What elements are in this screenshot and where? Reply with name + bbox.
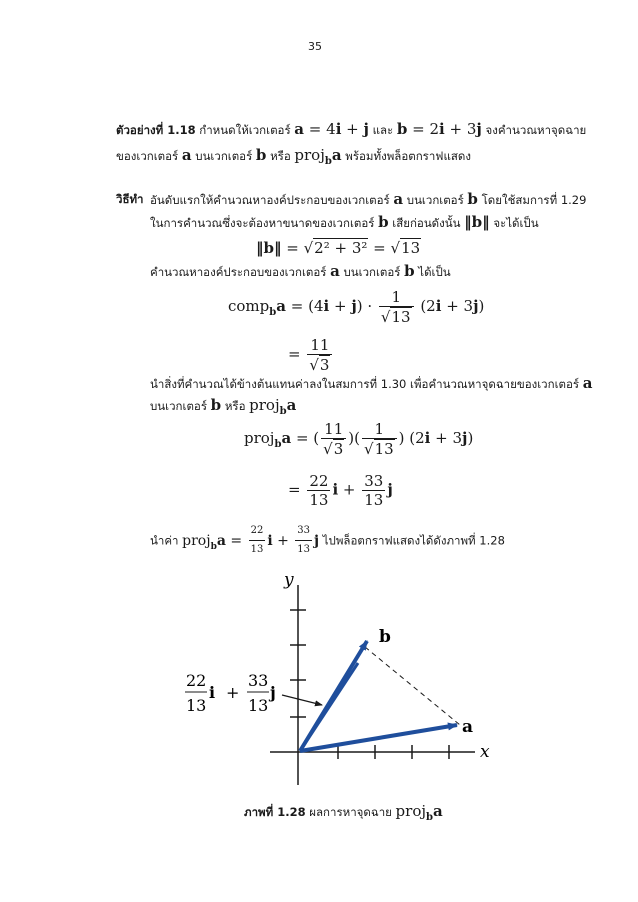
example-line-2: ของเวกเตอร์ a บนเวกเตอร์ b หรือ proj$_b$a พร้อมทั้งพล็อตกราฟแสดง [116, 146, 471, 167]
projection-figure [170, 565, 500, 790]
b-label: b [379, 627, 391, 647]
vector-b-equation: b = 2i + 3j [396, 120, 482, 138]
page-number: 35 [308, 40, 322, 53]
svg-text:i: i [209, 683, 216, 702]
vector-a-equation: a = 4i + j [294, 120, 369, 138]
solution-line-3: คำนวณหาองค์ประกอบของเวกเตอร์ a บนเวกเตอร์ b ได้เป็น [150, 262, 451, 280]
example-text: กำหนดให้เวกเตอร์ [199, 123, 291, 137]
perpendicular-dashed-line [365, 647, 460, 725]
caption-label: ภาพที่ 1.28 [244, 805, 306, 819]
svg-text:13: 13 [186, 696, 207, 715]
svg-text:33: 33 [248, 671, 269, 690]
solution-line-5: บนเวกเตอร์ b หรือ proj$_b$a [150, 396, 297, 417]
pointer-line [282, 695, 322, 705]
solution-line-1: อันดับแรกให้คำนวณหาองค์ประกอบของเวกเตอร์ a บนเวกเตอร์ b โดยใช้สมการที่ 1.29 [150, 190, 587, 208]
solution-line-6: นำค่า proj$_b$a = $\frac{22}{13}$ i + $\frac{33}{13}$ j ไปพล็อตกราฟแสดงได้ดังภาพที่ 1.28 [150, 522, 505, 559]
svg-text:13: 13 [248, 696, 269, 715]
comp-result: = $\frac{11}{√3}$ [288, 336, 334, 374]
example-mid: บนเวกเตอร์ [195, 149, 253, 163]
example-tail-2: พร้อมทั้งพล็อตกราฟแสดง [345, 149, 471, 163]
proj-result: = $\frac{22}{13}$ i + $\frac{33}{13}$ j [288, 472, 393, 509]
solution-line-4: นำสิ่งที่คำนวณได้ข้างต้นแทนค่าลงในสมการที่ 1.30 เพื่อคำนวณหาจุดฉายของเวกเตอร์ a [150, 374, 593, 392]
solution-line-2: ในการคำนวณซึ่งจะต้องหาขนาดของเวกเตอร์ b เสียก่อนดังนั้น ‖b‖ จะได้เป็น [150, 213, 539, 231]
proj-equation: proj$_b$a = ( $\frac{11}{√3}$ )( $\frac{1}{√13}$ ) (2i + 3j) [244, 420, 474, 458]
proj-symbol: proj$_b$a [294, 146, 342, 167]
caption-text: ผลการหาจุดฉาย [309, 805, 392, 819]
norm-b-equation: ‖b‖ = √2² + 3² = √13 [256, 239, 421, 257]
and-word: และ [372, 123, 394, 137]
vector-a-arrow [300, 725, 457, 751]
projection-label [185, 671, 276, 715]
a-label: a [462, 717, 474, 737]
example-tail: จงคำนวณหาจุดฉาย [485, 123, 587, 137]
svg-text:+: + [226, 683, 240, 702]
svg-text:j: j [270, 683, 276, 702]
figure-caption: ภาพที่ 1.28 ผลการหาจุดฉาย proj$_b$a [244, 802, 443, 823]
solution-label: วิธีทำ [116, 192, 144, 206]
projection-arrow [300, 663, 358, 751]
comp-equation: comp$_b$a = (4i + j) · $\frac{1}{√13}$ (2i + 3j) [228, 288, 485, 326]
example-or: หรือ [270, 149, 291, 163]
example-line-1 [116, 120, 586, 139]
svg-text:22: 22 [186, 671, 207, 690]
example-label: ตัวอย่างที่ 1.18 [116, 123, 196, 137]
x-axis-label: x [480, 742, 490, 762]
y-axis-label: y [284, 570, 294, 590]
example-text-2: ของเวกเตอร์ [116, 149, 179, 163]
